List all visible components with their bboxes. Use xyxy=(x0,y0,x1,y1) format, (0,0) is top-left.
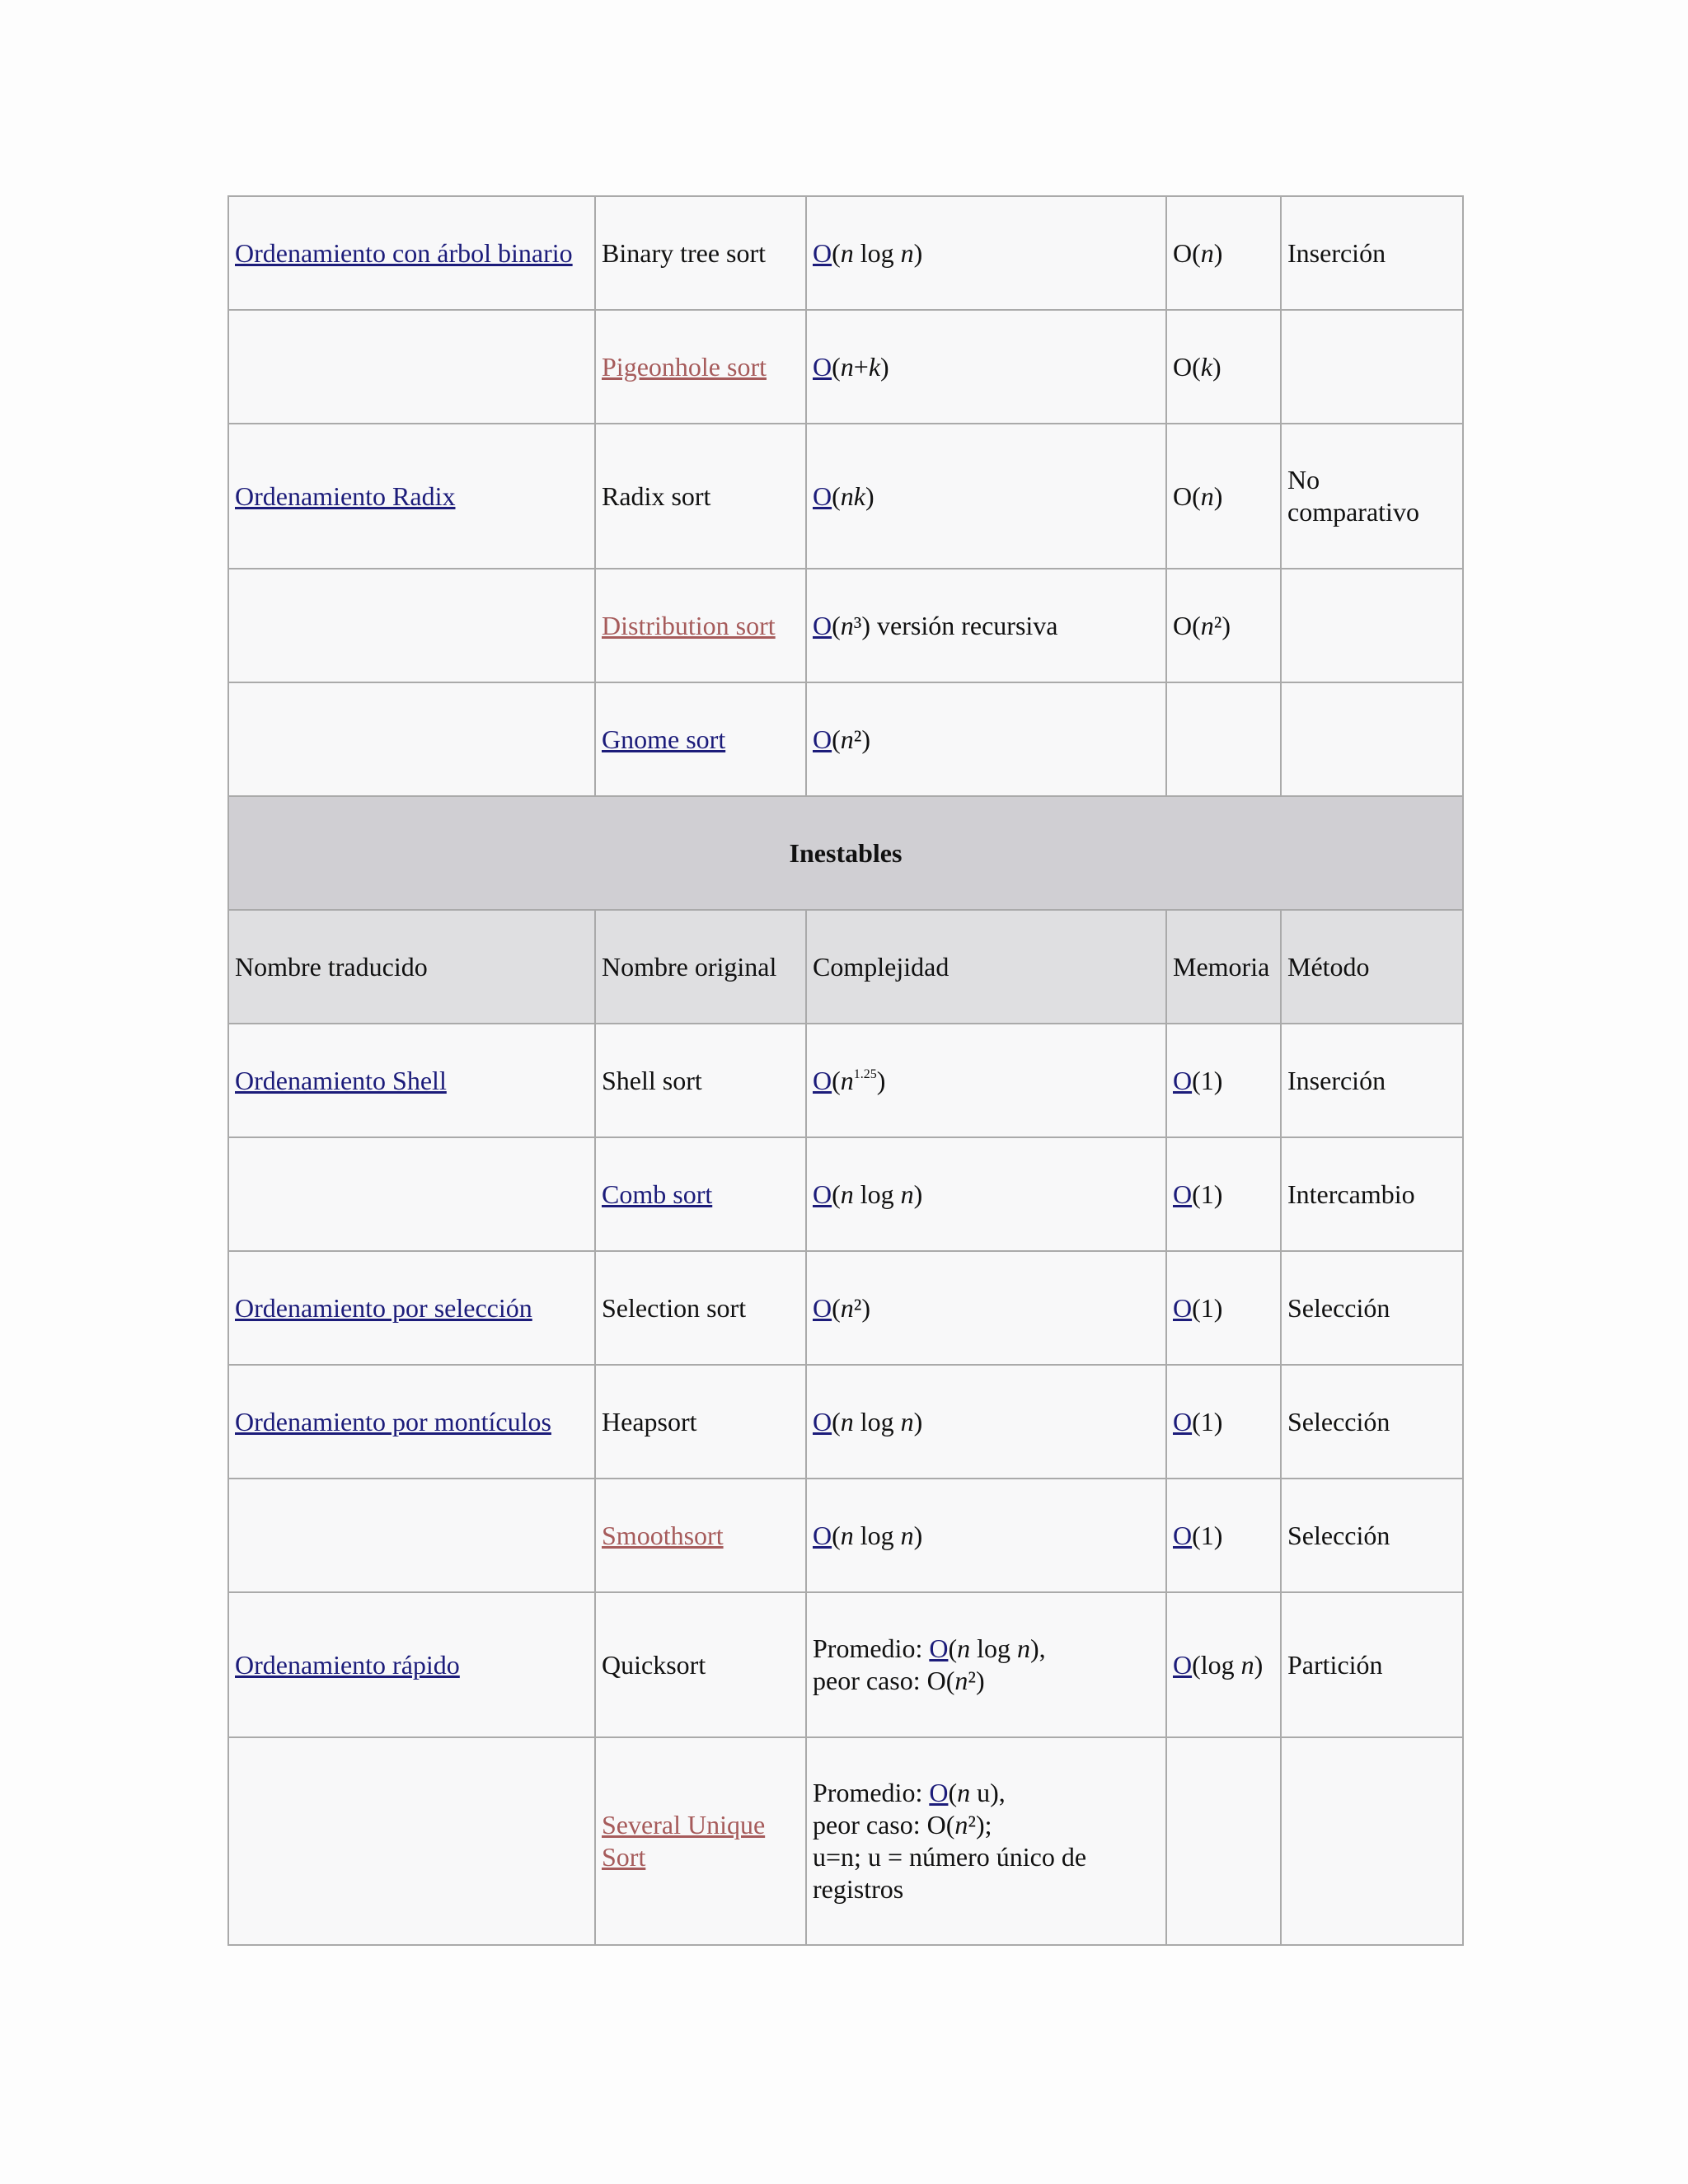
complexity-text: peor caso: O( xyxy=(813,1666,955,1695)
big-o-link[interactable]: O xyxy=(813,610,832,640)
memory-var: k xyxy=(1200,351,1212,382)
complexity-text: ( xyxy=(832,1520,841,1550)
big-o-link[interactable]: O xyxy=(1173,1292,1193,1323)
complexity-text: ²) xyxy=(968,1666,985,1695)
method-text: No comparativo xyxy=(1287,465,1419,527)
original-name-cell xyxy=(595,1479,806,1592)
memory-cell xyxy=(1166,310,1281,424)
big-o-link[interactable]: O xyxy=(813,724,832,754)
big-o-link[interactable]: O xyxy=(1173,1649,1193,1680)
complexity-text: ) xyxy=(913,1179,923,1209)
complexity-text: u=n; u = número único de registros xyxy=(813,1842,1087,1904)
complexity-text: ( xyxy=(832,1065,841,1095)
table-row xyxy=(228,682,1463,796)
complexity-cell xyxy=(806,1365,1166,1479)
method-cell xyxy=(1281,1137,1463,1251)
complexity-text: ( xyxy=(948,1778,958,1807)
complexity-var: n xyxy=(840,724,854,754)
memory-var: n xyxy=(1200,237,1214,268)
method-cell xyxy=(1281,1251,1463,1365)
memory-cell xyxy=(1166,569,1281,682)
translated-name-cell xyxy=(228,1479,595,1592)
original-name-link[interactable]: Gnome sort xyxy=(602,724,726,754)
original-name-link[interactable]: Several Unique Sort xyxy=(602,1810,766,1872)
big-o-link[interactable]: O xyxy=(813,1292,832,1323)
complexity-text: u), xyxy=(970,1778,1006,1807)
complexity-text: log xyxy=(853,1406,901,1436)
sorting-algorithms-table xyxy=(227,195,1464,1946)
header-complexity: Complejidad xyxy=(806,910,1166,1024)
big-o-link[interactable]: O xyxy=(813,1406,832,1436)
method-text: Intercambio xyxy=(1287,1179,1415,1209)
memory-text: O( xyxy=(1173,480,1201,511)
original-name-cell xyxy=(595,424,806,569)
complexity-var: n xyxy=(954,1810,968,1840)
complexity-var: n xyxy=(840,1292,854,1323)
header-method: Método xyxy=(1281,910,1463,1024)
translated-name-link[interactable]: Ordenamiento con árbol binario xyxy=(235,237,573,268)
original-name-link[interactable]: Comb sort xyxy=(602,1179,713,1209)
complexity-var: n xyxy=(840,610,854,640)
complexity-text: ) xyxy=(880,351,889,382)
original-name: Binary tree sort xyxy=(602,237,767,268)
original-name-cell xyxy=(595,682,806,796)
original-name-cell xyxy=(595,1737,806,1945)
method-cell xyxy=(1281,196,1463,310)
complexity-cell xyxy=(806,1592,1166,1737)
complexity-text: ( xyxy=(832,724,841,754)
complexity-cell xyxy=(806,1137,1166,1251)
translated-name-cell xyxy=(228,1137,595,1251)
memory-cell xyxy=(1166,682,1281,796)
complexity-var: n xyxy=(957,1778,971,1807)
original-name: Radix sort xyxy=(602,480,711,511)
table-row xyxy=(228,1024,1463,1137)
complexity-text: + xyxy=(853,351,869,382)
method-text: Selección xyxy=(1287,1406,1390,1436)
complexity-var: n xyxy=(840,1065,854,1095)
complexity-var: k xyxy=(868,351,881,382)
original-name-link[interactable]: Smoothsort xyxy=(602,1520,724,1550)
complexity-var: n xyxy=(900,237,914,268)
header-memory: Memoria xyxy=(1166,910,1281,1024)
method-text: Partición xyxy=(1287,1649,1383,1680)
original-name-link[interactable]: Pigeonhole sort xyxy=(602,351,767,382)
method-cell xyxy=(1281,424,1463,569)
method-text: Inserción xyxy=(1287,1065,1386,1095)
translated-name-link[interactable]: Ordenamiento por montículos xyxy=(235,1406,551,1436)
complexity-text: log xyxy=(853,1179,901,1209)
memory-text: ) xyxy=(1213,480,1223,511)
table-row xyxy=(228,310,1463,424)
translated-name-cell xyxy=(228,1251,595,1365)
complexity-text: ( xyxy=(832,480,841,511)
translated-name-link[interactable]: Ordenamiento por selección xyxy=(235,1292,532,1323)
method-cell xyxy=(1281,569,1463,682)
original-name-cell xyxy=(595,1024,806,1137)
complexity-text: ²) xyxy=(853,724,871,754)
translated-name-link[interactable]: Ordenamiento Shell xyxy=(235,1065,447,1095)
memory-text: ) xyxy=(1212,351,1221,382)
complexity-var: n xyxy=(840,1179,854,1209)
original-name-link[interactable]: Distribution sort xyxy=(602,610,776,640)
complexity-text: log xyxy=(970,1633,1017,1663)
memory-text: (1) xyxy=(1192,1065,1223,1095)
complexity-text: ( xyxy=(832,351,841,382)
memory-text: O( xyxy=(1173,351,1201,382)
complexity-text: log xyxy=(853,1520,901,1550)
complexity-text: ³) versión recursiva xyxy=(853,610,1058,640)
memory-cell xyxy=(1166,1592,1281,1737)
header-translated-name: Nombre traducido xyxy=(228,910,595,1024)
complexity-text: ) xyxy=(913,1406,923,1436)
memory-cell xyxy=(1166,1137,1281,1251)
memory-text: (1) xyxy=(1192,1292,1223,1323)
original-name-cell xyxy=(595,1251,806,1365)
big-o-link[interactable]: O xyxy=(813,1520,832,1550)
complexity-cell xyxy=(806,1024,1166,1137)
big-o-link[interactable]: O xyxy=(813,1065,832,1095)
complexity-cell xyxy=(806,310,1166,424)
memory-cell xyxy=(1166,1737,1281,1945)
table-row xyxy=(228,569,1463,682)
table-row xyxy=(228,196,1463,310)
method-cell xyxy=(1281,1365,1463,1479)
memory-cell xyxy=(1166,424,1281,569)
memory-cell xyxy=(1166,1365,1281,1479)
complexity-var: n xyxy=(900,1406,914,1436)
table-row xyxy=(228,1592,1463,1737)
section-title: Inestables xyxy=(228,796,1463,910)
complexity-cell xyxy=(806,1251,1166,1365)
big-o-link[interactable]: O xyxy=(1173,1520,1193,1550)
complexity-text: log xyxy=(853,237,901,268)
memory-var: n xyxy=(1200,480,1214,511)
big-o-link[interactable]: O xyxy=(1173,1179,1193,1209)
section-header-row xyxy=(228,796,1463,910)
complexity-var: n xyxy=(1016,1633,1030,1663)
method-cell xyxy=(1281,1592,1463,1737)
method-text: Selección xyxy=(1287,1520,1390,1550)
complexity-cell xyxy=(806,424,1166,569)
memory-text: O( xyxy=(1173,237,1201,268)
table-row xyxy=(228,1137,1463,1251)
complexity-text: ²) xyxy=(853,1292,871,1323)
memory-text: (1) xyxy=(1192,1406,1223,1436)
translated-name-link[interactable]: Ordenamiento rápido xyxy=(235,1649,460,1680)
memory-cell xyxy=(1166,1479,1281,1592)
translated-name-cell xyxy=(228,1365,595,1479)
method-cell xyxy=(1281,1479,1463,1592)
method-text: Selección xyxy=(1287,1292,1390,1323)
complexity-text: ) xyxy=(913,237,923,268)
big-o-link[interactable]: O xyxy=(813,480,832,511)
complexity-text: ) xyxy=(876,1065,886,1095)
memory-var: n xyxy=(1200,610,1214,640)
big-o-link[interactable]: O xyxy=(929,1778,949,1807)
translated-name-cell xyxy=(228,424,595,569)
original-name-cell xyxy=(595,1365,806,1479)
original-name-cell xyxy=(595,1137,806,1251)
big-o-link[interactable]: O xyxy=(813,351,832,382)
complexity-text: ) xyxy=(913,1520,923,1550)
translated-name-cell xyxy=(228,310,595,424)
complexity-text: ( xyxy=(832,1179,841,1209)
memory-text: ) xyxy=(1254,1649,1264,1680)
complexity-var: n xyxy=(840,1406,854,1436)
complexity-text: ( xyxy=(832,1406,841,1436)
complexity-var: n xyxy=(840,351,854,382)
complexity-var: nk xyxy=(840,480,865,511)
memory-text: (1) xyxy=(1192,1179,1223,1209)
big-o-link[interactable]: O xyxy=(1173,1065,1193,1095)
big-o-link[interactable]: O xyxy=(813,1179,832,1209)
table-row xyxy=(228,1365,1463,1479)
original-name: Heapsort xyxy=(602,1406,697,1436)
table-row xyxy=(228,1251,1463,1365)
complexity-var: n xyxy=(900,1520,914,1550)
complexity-text: ( xyxy=(948,1633,958,1663)
memory-text: ) xyxy=(1213,237,1223,268)
method-cell xyxy=(1281,682,1463,796)
big-o-link[interactable]: O xyxy=(813,237,832,268)
memory-text: (log xyxy=(1192,1649,1241,1680)
memory-text: O( xyxy=(1173,610,1201,640)
memory-text: ²) xyxy=(1213,610,1231,640)
translated-name-cell xyxy=(228,682,595,796)
header-original-name: Nombre original xyxy=(595,910,806,1024)
method-cell xyxy=(1281,1024,1463,1137)
complexity-text: ( xyxy=(832,610,841,640)
original-name-cell xyxy=(595,310,806,424)
big-o-link[interactable]: O xyxy=(1173,1406,1193,1436)
original-name: Selection sort xyxy=(602,1292,747,1323)
original-name-cell xyxy=(595,1592,806,1737)
complexity-text: peor caso: O( xyxy=(813,1810,955,1840)
complexity-text: ( xyxy=(832,1292,841,1323)
memory-cell xyxy=(1166,1024,1281,1137)
complexity-var: n xyxy=(840,1520,854,1550)
complexity-text: ), xyxy=(1029,1633,1046,1663)
complexity-cell xyxy=(806,1479,1166,1592)
table-row xyxy=(228,424,1463,569)
translated-name-link[interactable]: Ordenamiento Radix xyxy=(235,480,456,511)
memory-cell xyxy=(1166,1251,1281,1365)
complexity-text: ( xyxy=(832,237,841,268)
translated-name-cell xyxy=(228,1592,595,1737)
original-name-cell xyxy=(595,196,806,310)
memory-cell xyxy=(1166,196,1281,310)
column-header-row xyxy=(228,910,1463,1024)
table-row xyxy=(228,1479,1463,1592)
complexity-cell xyxy=(806,569,1166,682)
complexity-cell xyxy=(806,1737,1166,1945)
method-text: Inserción xyxy=(1287,237,1386,268)
memory-text: (1) xyxy=(1192,1520,1223,1550)
original-name: Quicksort xyxy=(602,1649,706,1680)
method-cell xyxy=(1281,1737,1463,1945)
complexity-var: n xyxy=(957,1633,971,1663)
complexity-var: n xyxy=(900,1179,914,1209)
big-o-link[interactable]: O xyxy=(929,1633,949,1663)
complexity-text: ²); xyxy=(968,1810,992,1840)
complexity-cell xyxy=(806,682,1166,796)
complexity-exponent: 1.25 xyxy=(853,1066,877,1081)
complexity-cell xyxy=(806,196,1166,310)
original-name: Shell sort xyxy=(602,1065,702,1095)
translated-name-cell xyxy=(228,569,595,682)
complexity-var: n xyxy=(954,1666,968,1695)
translated-name-cell xyxy=(228,1024,595,1137)
original-name-cell xyxy=(595,569,806,682)
table-row xyxy=(228,1737,1463,1945)
complexity-text: ) xyxy=(865,480,874,511)
complexity-text: Promedio: xyxy=(813,1633,930,1663)
memory-var: n xyxy=(1240,1649,1254,1680)
complexity-var: n xyxy=(840,237,854,268)
translated-name-cell xyxy=(228,1737,595,1945)
complexity-text: Promedio: xyxy=(813,1778,930,1807)
method-cell xyxy=(1281,310,1463,424)
translated-name-cell xyxy=(228,196,595,310)
